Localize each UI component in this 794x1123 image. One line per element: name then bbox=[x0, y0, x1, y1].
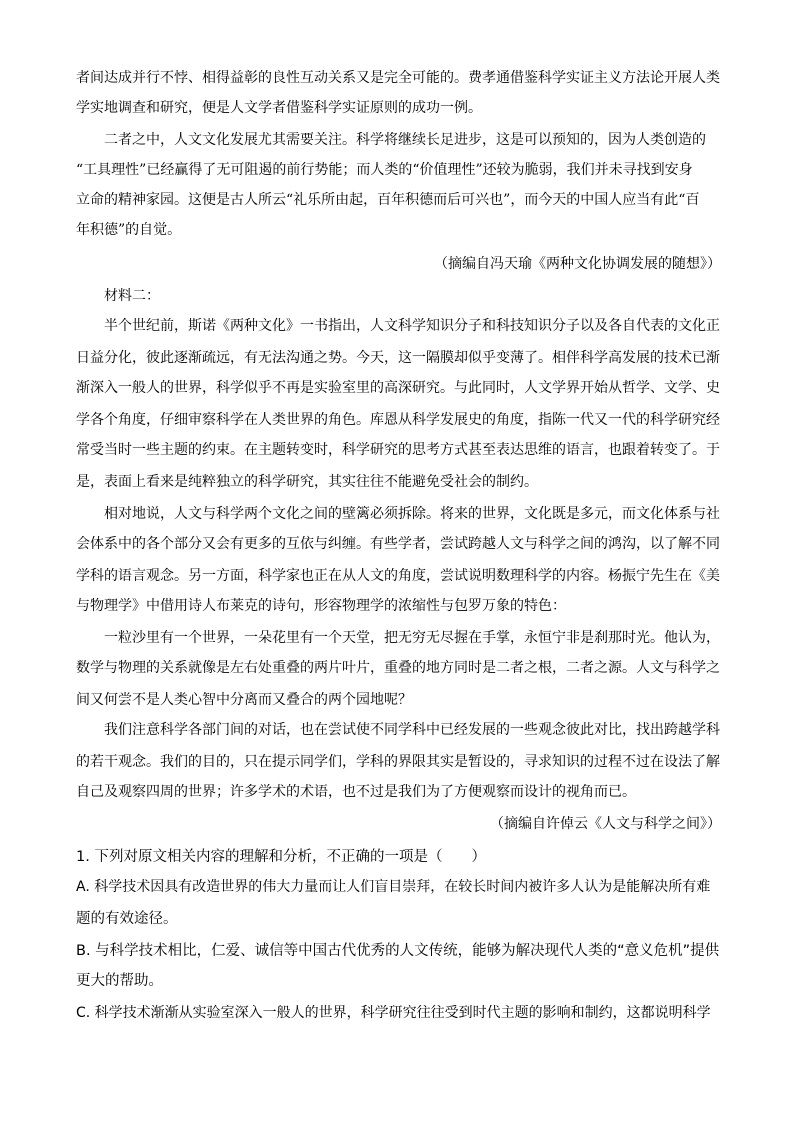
option-b: B. 与科学技术相比，仁爱、诚信等中国古代优秀的人文传统，能够为解决现代人类的“意义危机”提供 bbox=[76, 943, 720, 959]
paragraph-line: 一粒沙里有一个世界，一朵花里有一个天堂，把无穷无尽握在手掌，永恒宁非是刹那时光。他认为， bbox=[104, 630, 720, 646]
paragraph-line: “工具理性”已经赢得了无可阻遏的前行势能；而人类的“价值理性”还较为脆弱，我们并未寻找到安身 bbox=[76, 162, 693, 178]
paragraph-line: 日益分化，彼此逐渐疏远，有无法沟通之势。今天，这一隔膜却似乎变薄了。相伴科学高发展的技术已渐 bbox=[76, 350, 720, 366]
paragraph-line: 立命的精神家园。这便是古人所云“礼乐所由起，百年积德而后可兴也”，而今天的中国人应当有此“百 bbox=[76, 192, 700, 208]
paragraph-line: 间又何尝不是人类心智中分离而又叠合的两个园地呢？ bbox=[76, 692, 412, 708]
paragraph-line: 学实地调查和研究，便是人文学者借鉴科学实证原则的成功一例。 bbox=[76, 100, 482, 116]
paragraph-line: 的若干观念。我们的目的，只在提示同学们，学科的界限其实是暂设的，寻求知识的过程不过在设法了解 bbox=[76, 754, 720, 770]
paragraph-line: 者间达成并行不悖、相得益彰的良性互动关系又是完全可能的。费孝通借鉴科学实证主义方法论开展人类 bbox=[76, 70, 720, 86]
paragraph-line: 半个世纪前，斯诺《两种文化》一书指出，人文科学知识分子和科技知识分子以及各自代表的文化正 bbox=[104, 318, 720, 334]
paragraph-line: 我们注意科学各部门间的对话，也在尝试使不同学科中已经发展的一些观念彼此对比，找出跨越学科 bbox=[104, 722, 720, 738]
option-c: C. 科学技术渐渐从实验室深入一般人的世界，科学研究往往受到时代主题的影响和制约，这都说明科学 bbox=[76, 1005, 711, 1021]
paragraph-line: 学科的语言观念。另一方面，科学家也正在从人文的角度，尝试说明数理科学的内容。杨振宁先生在《美 bbox=[76, 568, 720, 584]
option-a: A. 科学技术因具有改造世界的伟大力量而让人们盲目崇拜，在较长时间内被许多人认为是能解决所有难 bbox=[76, 879, 711, 895]
source-citation: （摘编自冯天瑜《两种文化协调发展的随想》） bbox=[434, 256, 721, 272]
paragraph-line: 年积德”的自觉。 bbox=[76, 222, 182, 238]
paragraph-line: 常受当时一些主题的约束。在主题转变时，科学研究的思考方式甚至表达思维的语言，也跟着转变了。于 bbox=[76, 442, 720, 458]
option-a-continued: 题的有效途径。 bbox=[76, 911, 178, 927]
section-heading: 材料二： bbox=[104, 288, 160, 304]
paragraph-line: 与物理学》中借用诗人布莱克的诗句，形容物理学的浓缩性与包罗万象的特色： bbox=[76, 598, 566, 614]
paragraph-line: 二者之中，人文文化发展尤其需要关注。科学将继续长足进步，这是可以预知的，因为人类创造的 bbox=[104, 132, 706, 148]
paragraph-line: 会体系中的各个部分又会有更多的互依与纠缠。有些学者，尝试跨越人文与科学之间的鸿沟，以了解不同 bbox=[76, 536, 720, 552]
option-b-continued: 更大的帮助。 bbox=[76, 973, 163, 989]
paragraph-line: 相对地说，人文与科学两个文化之间的壁篱必须拆除。将来的世界，文化既是多元，而文化体系与社 bbox=[104, 506, 720, 522]
question-stem: 1. 下列对原文相关内容的理解和分析，不正确的一项是（ ） bbox=[76, 849, 486, 865]
paragraph-line: 是，表面上看来是纯粹独立的科学研究，其实往往不能避免受社会的制约。 bbox=[76, 474, 538, 490]
paragraph-line: 渐深入一般人的世界，科学似乎不再是实验室里的高深研究。与此同时，人文学界开始从哲学、文学、史 bbox=[76, 380, 720, 396]
paragraph-line: 数学与物理的关系就像是左右处重叠的两片叶片，重叠的地方同时是二者之根，二者之源。人文与科学之 bbox=[76, 660, 720, 676]
paragraph-line: 学各个角度，仔细审察科学在人类世界的角色。库恩从科学发展史的角度，指陈一代又一代的科学研究经 bbox=[76, 412, 720, 428]
source-citation: （摘编自许倬云《人文与科学之间》） bbox=[490, 816, 721, 832]
paragraph-line: 自己及观察四周的世界；许多学术的术语，也不过是我们为了方便观察而设计的视角而已。 bbox=[76, 784, 636, 800]
